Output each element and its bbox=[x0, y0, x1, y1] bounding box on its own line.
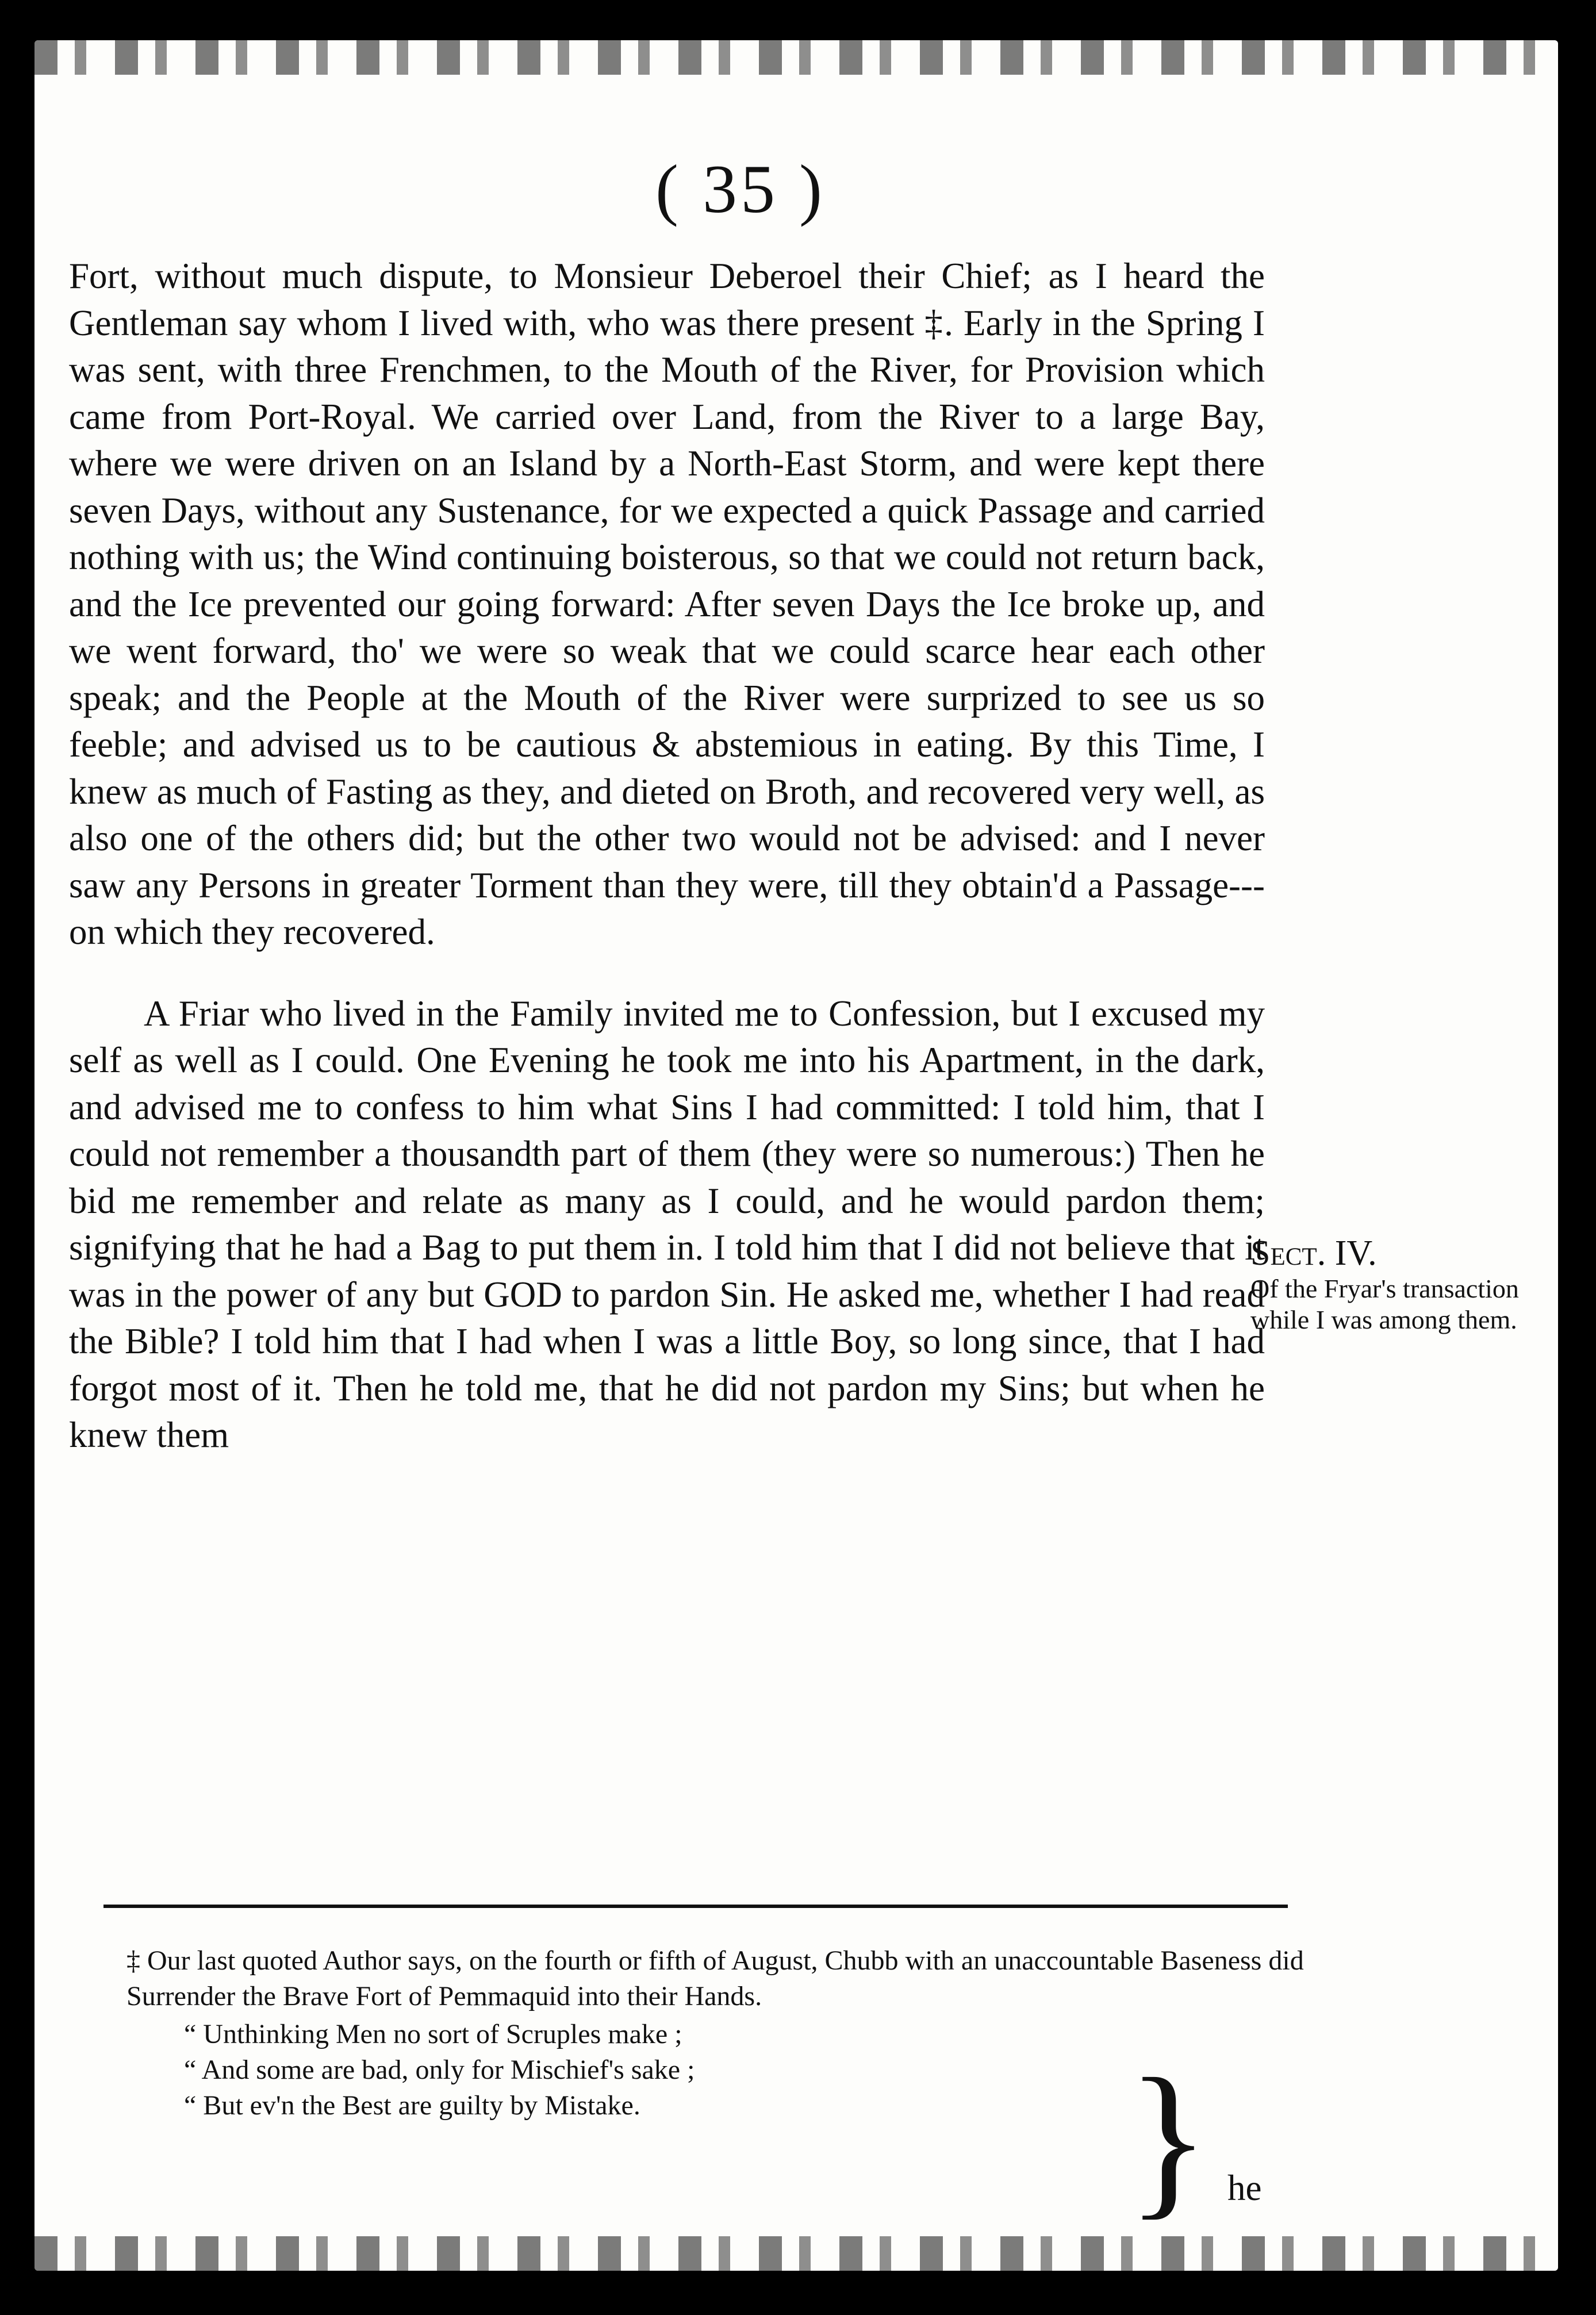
page-edge-top bbox=[34, 40, 1558, 75]
section-heading: Sect. IV. bbox=[1250, 1234, 1377, 1273]
main-text bbox=[69, 253, 1265, 1459]
brace-glyph: } bbox=[1127, 2043, 1210, 2234]
book-page bbox=[34, 40, 1558, 2271]
verse-line: “ Unthinking Men no sort of Scruples make ; bbox=[184, 2019, 682, 2049]
margin-note-text: Of the Fryar's transaction while I was among them. bbox=[1250, 1274, 1519, 1334]
page-number: ( 35 ) bbox=[655, 151, 826, 227]
footnote-text: ‡ Our last quoted Author says, on the fourth or fifth of August, Chubb with an unaccountable Baseness did Surrender the Brave Fort of Pemmaquid into their Hands. bbox=[126, 1945, 1304, 2011]
paragraph: Fort, without much dispute, to Monsieur Deberoel their Chief; as I heard the Gentleman say whom I lived with, who was there present ‡. Early in the Spring I was sent, with three Frenchmen, to the Mouth of the River, for Provision which came from Port-Royal. We carried over Land, from the River to a large Bay, where we were driven on an Island by a North-East Storm, and were kept there seven Days, without any Sustenance, for we expected a quick Passage and carried nothing with us; the Wind continuing boisterous, so that we could not return back, and the Ice prevented our going forward: After seven Days the Ice broke up, and we went forward, tho' we were so weak that we could scarce hear each other speak; and the People at the Mouth of the River were surprized to see us so feeble; and advised us to be cautious & abstemious in eating. By this Time, I knew as much of Fasting as they, and dieted on Broth, and recovered very well, as also one of the others did; but the other two would not be advised: and I never saw any Persons in greater Torment than they were, till they obtain'd a Passage---on which they recovered. bbox=[69, 256, 1265, 952]
footnote-rule bbox=[103, 1905, 1288, 1908]
paragraph: A Friar who lived in the Family invited me to Confession, but I excused my self as well as I could. One Evening he took me into his Apartment, in the dark, and advised me to confess to him what Sins I had committed: I told him, that I could not remember a thousandth part of them (they were so numerous:) Then he bid me remember and relate as many as I could, and he would pardon them; signifying that he had a Bag to put them in. I told him that I did not believe that it was in the power of any but GOD to pardon Sin. He asked me, whether I had read the Bible? I told him that I had when I was a little Boy, so long since, that I had forgot most of it. Then he told me, that he did not pardon my Sins; but when he knew them bbox=[69, 993, 1265, 1455]
verse-line: “ And some are bad, only for Mischief's sake ; bbox=[184, 2055, 695, 2085]
verse-line: “ But ev'n the Best are guilty by Mistake. bbox=[184, 2090, 640, 2121]
catchword: he bbox=[1227, 2168, 1262, 2208]
page-edge-bottom bbox=[34, 2236, 1558, 2271]
margin-note bbox=[1250, 1233, 1526, 1335]
